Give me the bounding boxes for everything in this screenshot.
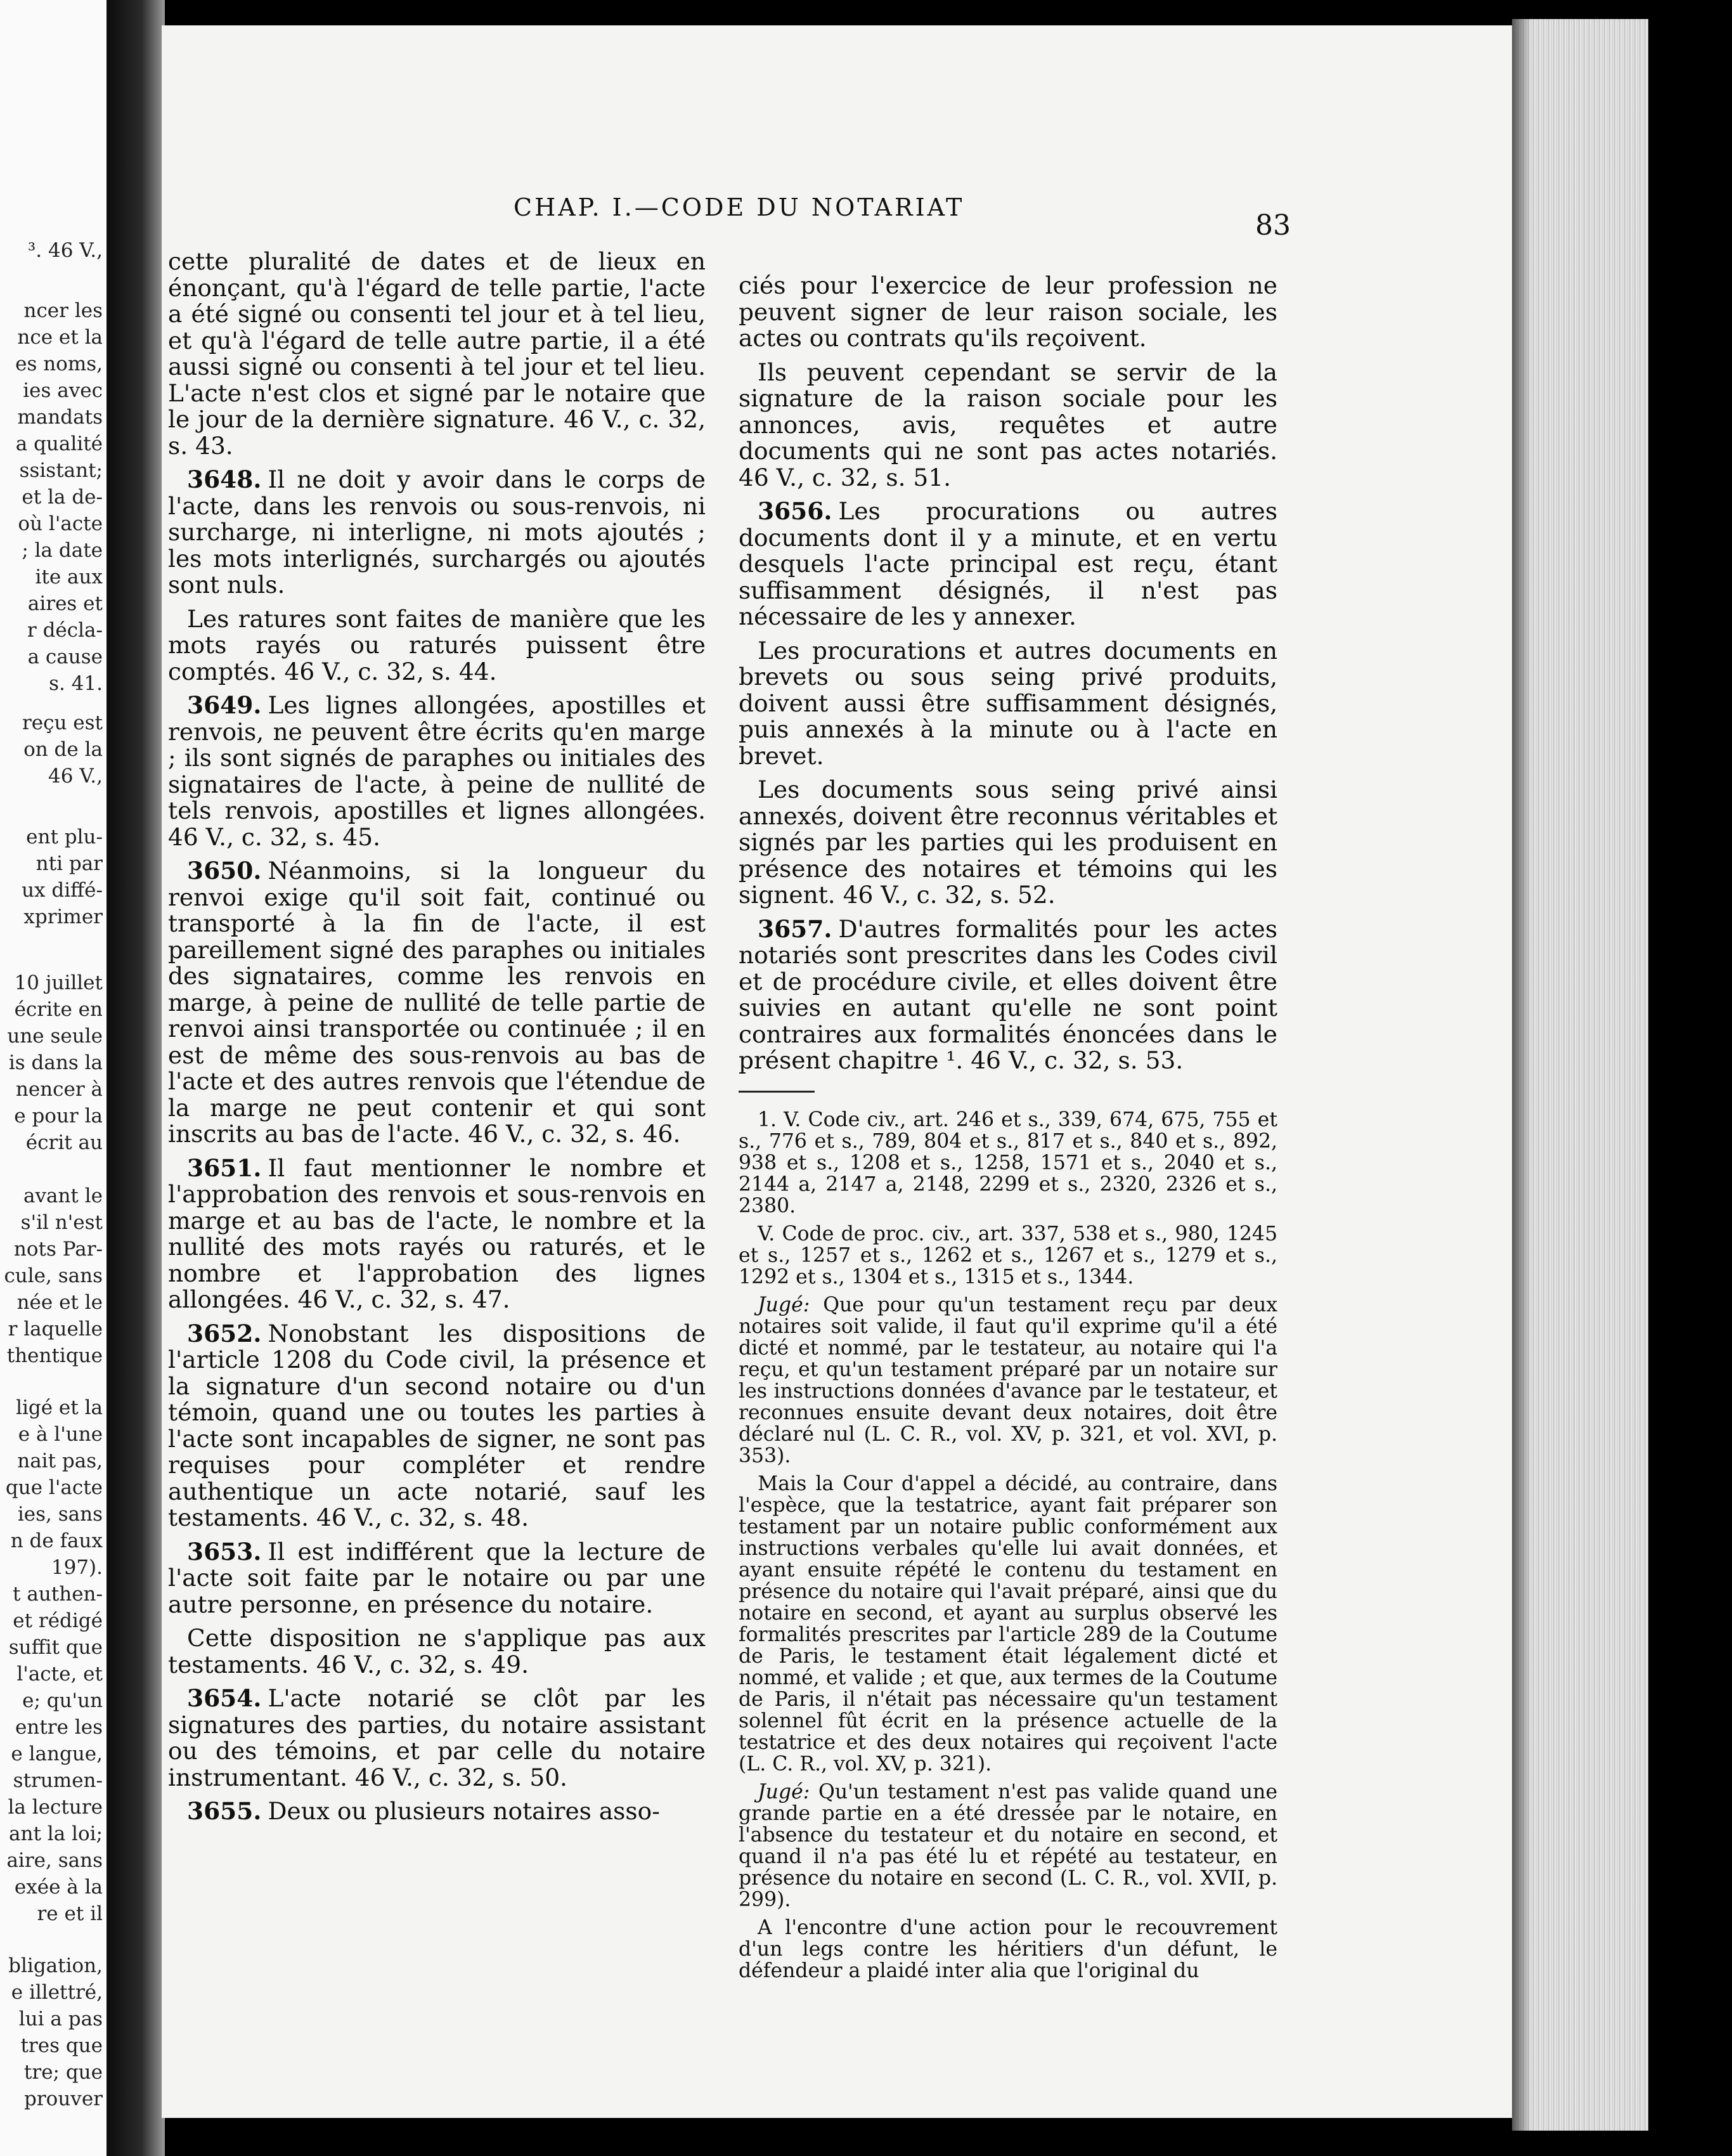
paragraph <box>739 273 1277 352</box>
facing-page-line: nce et la <box>17 326 103 349</box>
facing-page-line: ssistant; <box>19 459 103 482</box>
book-gutter <box>107 0 165 2156</box>
paragraph-text: Les procurations ou autres documents dont il y a minute, et en vertu desquels l'acte principal est reçu, étant suffisamment désignés, il n'est pas nécessaire de les y annexer. <box>739 497 1277 630</box>
facing-page-line: 46 V., <box>48 765 103 788</box>
facing-page-line: et la de- <box>22 486 103 509</box>
facing-page-line: que l'acte <box>5 1476 103 1499</box>
facing-page-line: écrite en <box>14 998 103 1021</box>
article-paragraph <box>168 1539 706 1618</box>
facing-page-line: ent plu- <box>26 826 103 848</box>
article-paragraph <box>168 692 706 850</box>
facing-page-line: t authen- <box>13 1583 103 1606</box>
article-paragraph <box>168 858 706 1148</box>
facing-page-line: ies avec <box>23 379 103 402</box>
facing-page-line: nti par <box>36 852 103 875</box>
facing-page-line: nencer à <box>15 1078 103 1101</box>
facing-page-line: e à l'une <box>18 1423 103 1446</box>
paragraph-text: Ils peuvent cependant se servir de la signature de la raison sociale pour les annonces, avis, requêtes et autre documents qui ne sont pas actes notariés. 46 V., c. 32, s. 51. <box>739 358 1277 491</box>
article-paragraph <box>168 1798 706 1825</box>
facing-page-line: e; qu'un <box>22 1689 103 1712</box>
footnote <box>739 1109 1277 1217</box>
facing-page-line: reçu est <box>22 711 103 734</box>
facing-page-line: r laquelle <box>8 1318 103 1341</box>
page-edges-shadow <box>1512 19 1531 2131</box>
paragraph-text: ciés pour l'exercice de leur profession ne peuvent signer de leur raison sociale, les actes ou contrats qu'ils reçoivent. <box>739 271 1277 352</box>
facing-page-line: s. 41. <box>49 672 103 695</box>
facing-page-line: ³. 46 V., <box>27 239 103 262</box>
facing-page-line: thentique <box>6 1344 103 1367</box>
facing-page-line: ant la loi; <box>9 1822 103 1845</box>
facing-page-line: bligation, <box>8 1954 103 1977</box>
paragraph-text: Cette disposition ne s'applique pas aux testaments. 46 V., c. 32, s. 49. <box>168 1624 706 1679</box>
footnote-text: A l'encontre d'une action pour le recouvrement d'un legs contre les héritiers d'un défunt, le défendeur a plaidé inter alia que l'original du <box>739 1916 1277 1982</box>
footnote <box>739 1473 1277 1775</box>
footnote <box>739 1294 1277 1467</box>
footnote-text: Que pour qu'un testament reçu par deux notaires soit valide, il faut qu'il exprime qu'il a été dicté et nommé, par le testateur, au notaire qui l'a reçu, et qu'un testament préparé par un notaire sur les instructions données d'avance par le testateur, et reconnues ensuite devant deux notaires, doit être déclaré nul (L. C. R., vol. XV, p. 321, et vol. XVI, p. 353). <box>739 1293 1277 1467</box>
facing-page-line: ncer les <box>23 299 103 322</box>
paragraph-text: Nonobstant les dispositions de l'article 1208 du Code civil, la présence et la signature d'un second notaire ou d'un témoin, quand une ou toutes les parties à l'acte sont incapables de signer, ne sont pas requises pour compléter et rendre authentique un acte notarié, sauf les testaments. 46 V., c. 32, s. 48. <box>168 1319 706 1531</box>
facing-page-line: lui a pas <box>18 2008 103 2030</box>
facing-page-line: prouver <box>24 2088 103 2110</box>
paragraph-text: Les documents sous seing privé ainsi annexés, doivent être reconnus véritables et signés par les parties qui les produisent en présence des notaires et témoins qui les signent. 46 V., c. 32, s. 52. <box>739 776 1277 909</box>
facing-page-line: une seule <box>7 1025 103 1048</box>
facing-page-line: suffit que <box>8 1636 103 1659</box>
facing-page-line: entre les <box>15 1716 103 1739</box>
footnote-text: 1. V. Code civ., art. 246 et s., 339, 674, 675, 755 et s., 776 et s., 789, 804 et s., 817 et s., 840 et s., 892, 938 et s., 1208 et s., 1258, 1571 et s., 2040 et s., 2144 a, 2147 a, 2148, 2299 et s., 2320, 2326 et s., 2380. <box>739 1108 1277 1218</box>
facing-page-line: mandats <box>17 406 103 429</box>
facing-page-line: exée à la <box>14 1876 103 1899</box>
footnote-text: Qu'un testament n'est pas valide quand une grande partie en a été dressée par le notaire, en l'absence du testateur et du notaire en second, et quand il n'a pas été lu et répété au testateur, en présence du notaire en second (L. C. R., vol. XVII, p. 299). <box>739 1780 1277 1911</box>
facing-page-line: 197). <box>51 1556 103 1579</box>
paragraph-text: Il faut mentionner le nombre et l'approbation des renvois et sous-renvois en marge et au bas de l'acte, le nombre et la nullité des mots rayés ou raturés, et le nombre et l'approbation des lignes allongées. 46 V., c. 32, s. 47. <box>168 1153 706 1313</box>
facing-page-line: l'acte, et <box>16 1663 103 1685</box>
facing-page-line: aire, sans <box>6 1849 103 1872</box>
facing-page-line: on de la <box>23 738 103 761</box>
right-column-articles <box>739 273 1277 1074</box>
article-number: 3656. <box>758 497 832 525</box>
article-number: 3654. <box>187 1684 262 1712</box>
facing-page-line: ies, sans <box>17 1503 103 1526</box>
footnote <box>739 1223 1277 1288</box>
footnotes <box>739 1109 1277 1982</box>
right-column <box>739 273 1277 1988</box>
running-head: CHAP. I.—CODE DU NOTARIAT <box>514 193 965 221</box>
page-edges <box>1512 19 1648 2131</box>
facing-page-line: e pour la <box>14 1105 103 1127</box>
facing-page-line: ux diffé- <box>22 879 103 902</box>
facing-page-line: e illettré, <box>11 1981 103 2004</box>
article-number: 3657. <box>758 914 832 943</box>
article-number: 3649. <box>187 691 262 719</box>
facing-page-line: écrit au <box>25 1131 103 1154</box>
facing-page-line: re et il <box>37 1902 103 1925</box>
facing-page-line: aires et <box>27 592 103 615</box>
facing-page-line: a cause <box>27 646 103 668</box>
article-number: 3652. <box>187 1319 262 1348</box>
footnote-lead: Jugé: <box>758 1293 824 1316</box>
facing-page-line: ite aux <box>35 566 103 588</box>
paragraph <box>168 1625 706 1678</box>
facing-page-line: e langue, <box>11 1743 103 1765</box>
article-paragraph <box>739 498 1277 630</box>
paragraph <box>739 638 1277 770</box>
paragraph-text: Il est indifférent que la lecture de l'acte soit faite par le notaire ou par une autre personne, en présence du notaire. <box>168 1537 706 1618</box>
facing-page-fragment <box>0 0 107 2156</box>
paragraph <box>168 606 706 685</box>
footnote-text: Mais la Cour d'appel a décidé, au contraire, dans l'espèce, que la testatrice, ayant fait préparer son testament par un notaire public conformément aux instructions verbales qu'elle lui avait données, et ayant ensuite répété le contenu du testament en présence du notaire qui l'avait préparé, ainsi que du notaire en second, et ayant au surplus observé les formalités prescrites par l'article 289 de la Coutume de Paris, le testament était légalement dicté et nommé, et valide ; et que, aux termes de la Coutume de Paris, il n'était pas nécessaire qu'un testament solennel fût écrit en la présence actuelle de la testatrice et des deux notaires qui reçoivent l'acte (L. C. R., vol. XV, p. 321). <box>739 1472 1277 1776</box>
paragraph <box>168 249 706 459</box>
footnote <box>739 1917 1277 1982</box>
facing-page-line: ; la date <box>22 539 103 562</box>
facing-page-line: nots Par- <box>13 1238 103 1261</box>
paragraph-text: Les lignes allongées, apostilles et renvois, ne peuvent être écrits qu'en marge ; ils sont signés de paraphes ou initiales des signataires de l'acte, à peine de nullité de tels renvois, apostilles et lignes allongées. 46 V., c. 32, s. 45. <box>168 691 706 851</box>
facing-page-line: is dans la <box>8 1051 103 1074</box>
facing-page-line: née et le <box>16 1291 103 1314</box>
facing-page-line: 10 juillet <box>14 971 103 994</box>
facing-page-line: où l'acte <box>18 512 103 535</box>
paragraph-text: Il ne doit y avoir dans le corps de l'acte, dans les renvois ou sous-renvois, ni surcharge, ni interligne, ni mots ajoutés ; les mots interlignés, surchargés ou ajoutés sont nuls. <box>168 465 706 599</box>
facing-page-line: avant le <box>23 1185 103 1207</box>
facing-page-line: xprimer <box>23 906 103 928</box>
facing-page-line: cule, sans <box>4 1264 103 1287</box>
footnote <box>739 1781 1277 1911</box>
facing-page-line: tre; que <box>23 2061 103 2084</box>
article-paragraph <box>168 1685 706 1791</box>
facing-page-line: n de faux <box>10 1529 103 1552</box>
article-paragraph <box>168 467 706 599</box>
paragraph-text: L'acte notarié se clôt par les signatures des parties, du notaire assistant ou des témoins, et par celle du notaire instrumentant. 46 V., c. 32, s. 50. <box>168 1684 706 1791</box>
paragraph-text: Les procurations et autres documents en brevets ou sous seing privé produits, doivent aussi être suffisamment désignés, puis annexés à la minute ou à l'acte en brevet. <box>739 636 1277 770</box>
page-number: 83 <box>1255 209 1291 242</box>
facing-page-line: s'il n'est <box>20 1211 103 1234</box>
facing-page-line: la lecture <box>8 1796 103 1819</box>
facing-page-line: ligé et la <box>16 1396 103 1419</box>
paragraph <box>739 777 1277 909</box>
facing-page-line: nait pas, <box>17 1450 103 1472</box>
facing-page-line: es noms, <box>15 353 103 375</box>
paragraph-text: Les ratures sont faites de manière que les mots rayés ou raturés puissent être comptés. 46 V., c. 32, s. 44. <box>168 604 706 685</box>
article-paragraph <box>168 1155 706 1313</box>
article-number: 3650. <box>187 857 262 885</box>
footnote-lead: Jugé: <box>758 1780 819 1803</box>
facing-page-line: a qualité <box>15 432 103 455</box>
paragraph-text: D'autres formalités pour les actes notariés sont prescrites dans les Codes civil et de procédure civile, et elles doivent être suivies en autant qu'elle ne sont point contraires aux formalités énoncées dans le présent chapitre ¹. 46 V., c. 32, s. 53. <box>739 914 1277 1074</box>
article-paragraph <box>739 916 1277 1074</box>
article-paragraph <box>168 1321 706 1531</box>
facing-page-line: strumen- <box>13 1769 103 1792</box>
footnote-rule <box>739 1091 815 1093</box>
paragraph-text: Deux ou plusieurs notaires asso- <box>268 1797 660 1825</box>
article-number: 3648. <box>187 465 262 493</box>
paragraph-text: cette pluralité de dates et de lieux en énonçant, qu'à l'égard de telle partie, l'acte a été signé ou consenti tel jour et à tel lieu, et qu'à l'égard de telle autre partie, il a été aussi signé ou consenti à tel jour et tel lieu. L'acte n'est clos et signé par le notaire que le jour de la dernière signature. 46 V., c. 32, s. 43. <box>168 247 706 460</box>
facing-page-line: r décla- <box>27 619 103 642</box>
article-number: 3653. <box>187 1537 262 1566</box>
facing-page-line: et rédigé <box>13 1609 103 1632</box>
paragraph-text: Néanmoins, si la longueur du renvoi exige qu'il soit fait, continué ou transporté à la fin de l'acte, il est pareillement signé des paraphes ou initiales des signataires, comme les renvois en marge, à peine de nullité de telle partie de renvoi ainsi transportée ou continuée ; il en est de même des sous-renvois au bas de l'acte et des autres renvois que l'étendue de la marge ne peut contenir et qui sont inscrits au bas de l'acte. 46 V., c. 32, s. 46. <box>168 857 706 1148</box>
article-number: 3655. <box>187 1797 262 1825</box>
article-number: 3651. <box>187 1153 262 1182</box>
paragraph <box>739 360 1277 491</box>
footnote-text: V. Code de proc. civ., art. 337, 538 et s., 980, 1245 et s., 1257 et s., 1262 et s., 1267 et s., 1279 et s., 1292 et s., 1304 et s., 1315 et s., 1344. <box>739 1222 1277 1289</box>
facing-page-line: tres que <box>20 2034 103 2057</box>
left-column <box>168 249 706 1833</box>
